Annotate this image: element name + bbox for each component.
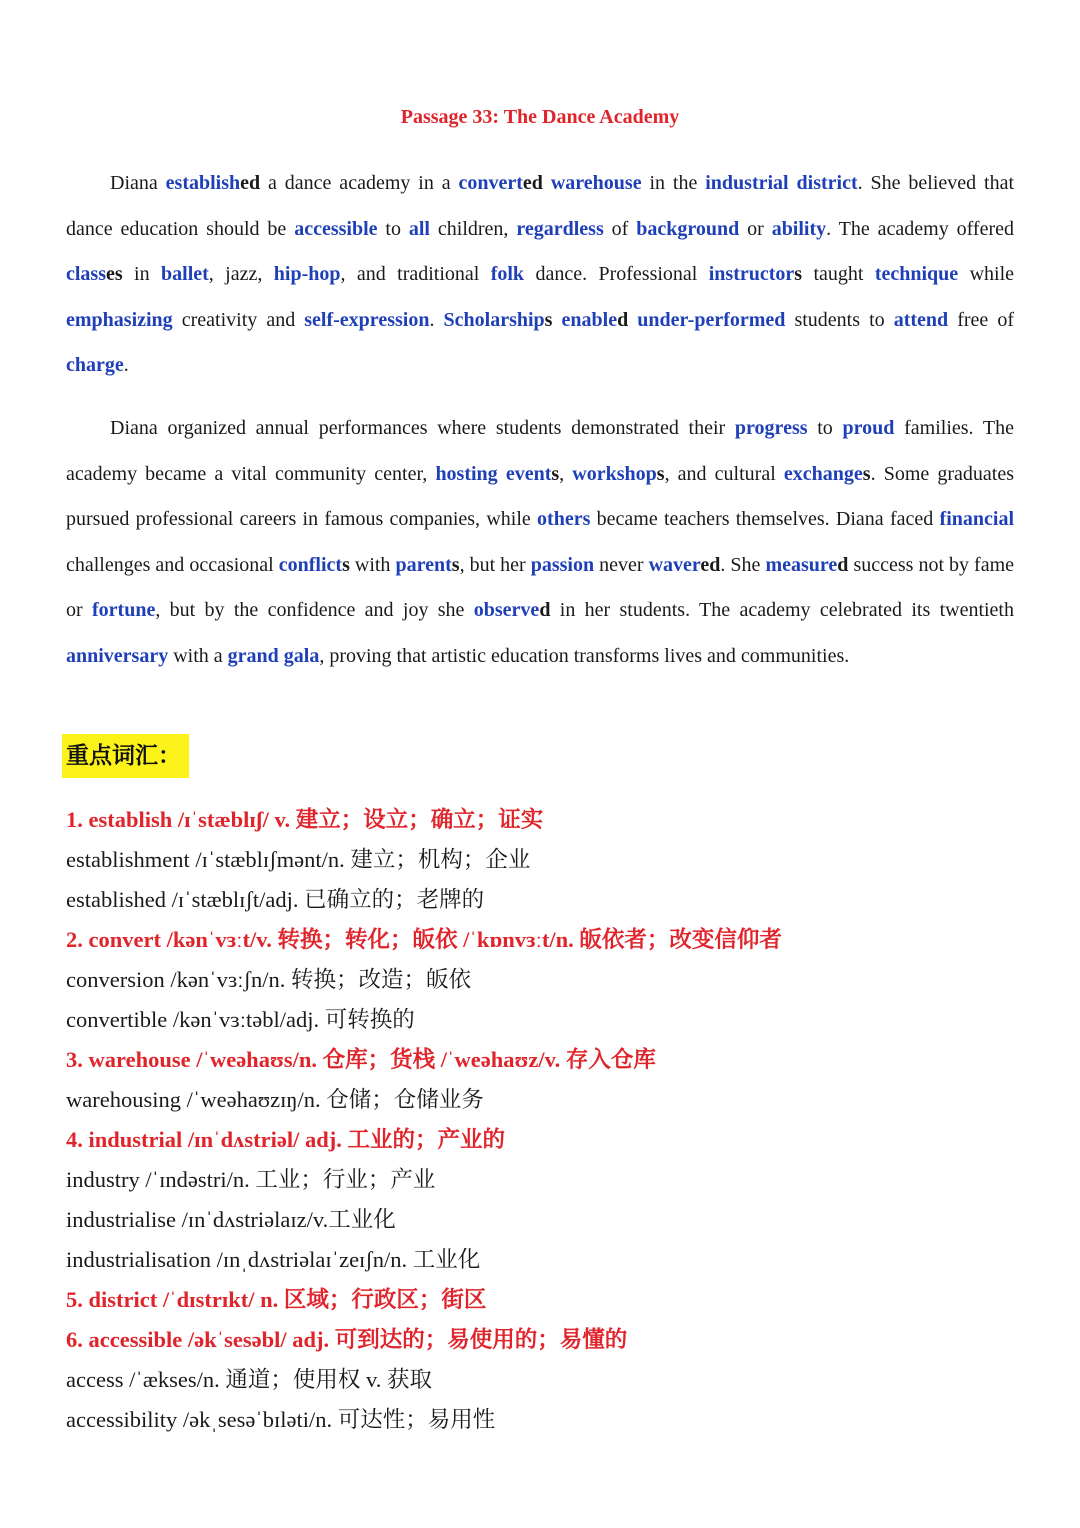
passage-text: , but her: [459, 553, 531, 576]
passage-text: success not by fame or: [66, 553, 1015, 621]
passage-text: . The academy offered: [826, 217, 1015, 240]
passage-text: or: [739, 217, 772, 240]
vocab-entry-derivative: industrialise /ɪnˈdʌstriəlaɪz/v.工业化: [66, 1207, 396, 1232]
passage-text: [789, 172, 797, 194]
passage-text: . Some graduates pursued professional careers in famous companies, while: [66, 462, 1015, 530]
bold-suffix: d: [617, 308, 629, 331]
keyword: folk: [490, 263, 525, 285]
passage-text: ,: [559, 462, 573, 485]
passage-text: . She believed that dance education should be: [66, 172, 1015, 240]
keyword: gala: [283, 644, 320, 667]
keyword: under-performed: [637, 308, 786, 331]
passage-text: free of: [948, 308, 1015, 331]
bold-suffix: ed: [700, 553, 721, 576]
vocab-entry-derivative: established /ɪˈstæblɪʃt/adj. 已确立的；老牌的: [66, 887, 485, 912]
bold-suffix: s: [342, 553, 350, 576]
keyword: technique: [874, 263, 959, 285]
passage-text: in: [122, 263, 162, 285]
keyword: grand: [227, 644, 279, 667]
keyword: industrial: [705, 172, 789, 194]
keyword: warehouse: [550, 172, 642, 194]
keyword: background: [636, 217, 740, 240]
vocab-entry-derivative: conversion /kənˈvɜːʃn/n. 转换；改造；皈依: [66, 967, 472, 992]
keyword: observe: [473, 599, 540, 621]
bold-suffix: s: [551, 462, 560, 485]
vocab-entry-derivative: convertible /kənˈvɜːtəbl/adj. 可转换的: [66, 1007, 415, 1032]
keyword: ability: [771, 217, 827, 240]
passage-text: , jazz,: [208, 263, 274, 285]
passage-text: creativity and: [172, 308, 305, 331]
keyword: conflict: [278, 553, 343, 576]
keyword: waver: [648, 553, 701, 576]
keyword: instructor: [708, 263, 795, 285]
vocab-entry-headword: 3. warehouse /ˈweəhaʊs/n. 仓库；货栈 /ˈweəhaʊz/v. 存入仓库: [66, 1047, 656, 1072]
bold-suffix: es: [106, 263, 123, 285]
vocab-entry-derivative: establishment /ɪˈstæblɪʃmənt/n. 建立；机构；企业: [66, 847, 531, 872]
passage-text: to: [377, 217, 409, 240]
passage-text: Diana organized annual performances where students demonstrated their: [110, 417, 735, 439]
keyword: establish: [165, 172, 241, 194]
bold-suffix: ed: [240, 172, 261, 194]
passage-text: to: [807, 417, 843, 439]
bold-suffix: s: [656, 462, 665, 485]
vocab-entry-derivative: access /ˈækses/n. 通道；使用权 v. 获取: [66, 1367, 432, 1392]
passage-text: dance. Professional: [524, 263, 709, 285]
keyword: Scholarship: [443, 308, 545, 331]
vocab-entry-headword: 1. establish /ɪˈstæblɪʃ/ v. 建立；设立；确立；证实: [66, 807, 544, 832]
passage-text: . She: [720, 553, 766, 576]
keyword: financial: [939, 508, 1014, 530]
vocab-entry-headword: 6. accessible /əkˈsesəbl/ adj. 可到达的；易使用的；易懂的: [66, 1327, 628, 1352]
passage-text: [543, 172, 551, 194]
vocab-entry-derivative: accessibility /əkˌsesəˈbɪləti/n. 可达性；易用性: [66, 1407, 496, 1432]
vocab-entry-derivative: industry /ˈɪndəstri/n. 工业；行业；产业: [66, 1167, 436, 1192]
keyword: event: [505, 462, 552, 485]
passage-title: Passage 33: The Dance Academy: [400, 106, 680, 128]
keyword: anniversary: [66, 644, 169, 667]
passage-text: in the: [641, 172, 706, 194]
passage-text: families. The academy became a vital community center,: [66, 417, 1015, 485]
passage-text: never: [594, 553, 649, 576]
keyword: attend: [893, 308, 949, 331]
keyword: proud: [842, 417, 895, 439]
keyword: enable: [561, 308, 618, 331]
bold-suffix: ed: [522, 172, 543, 194]
bold-suffix: s: [862, 462, 871, 485]
keyword: accessible: [294, 217, 378, 240]
passage-text: Diana: [110, 172, 166, 194]
bold-suffix: d: [837, 553, 849, 576]
bold-suffix: s: [794, 263, 803, 285]
passage-paragraph-1: [66, 161, 1014, 389]
passage-text: with a: [168, 644, 228, 667]
keyword: convert: [458, 172, 523, 194]
keyword: district: [796, 172, 858, 194]
passage-text: in her students. The academy celebrated its twentieth: [550, 599, 1014, 621]
passage-text: a dance academy in a: [260, 172, 459, 194]
passage-text: , proving that artistic education transforms lives and communities.: [319, 644, 850, 667]
keyword: fortune: [92, 599, 156, 621]
keyword: others: [537, 508, 591, 530]
passage-text: students to: [785, 308, 894, 331]
keyword: ballet: [161, 263, 209, 285]
passage-text: [498, 463, 506, 485]
passage-text: of: [603, 217, 637, 240]
vocab-entry-derivative: industrialisation /ɪnˌdʌstriəlaɪˈzeɪʃn/n. 工业化: [66, 1247, 481, 1272]
passage-text: , but by the confidence and joy she: [155, 599, 474, 621]
keyword: parent: [395, 553, 452, 576]
keyword: progress: [734, 417, 808, 439]
passage-text: , and traditional: [340, 263, 491, 285]
keyword: passion: [530, 553, 595, 576]
keyword: hip-hop: [273, 263, 341, 285]
vocab-entry-headword: 4. industrial /ɪnˈdʌstriəl/ adj. 工业的；产业的: [66, 1127, 506, 1152]
passage-text: children,: [430, 217, 517, 240]
keyword: regardless: [516, 217, 604, 240]
passage-text: .: [429, 308, 444, 331]
passage-paragraph-2: [66, 406, 1014, 679]
vocab-heading: 重点词汇：: [62, 734, 189, 778]
keyword: charge: [66, 354, 124, 376]
passage-text: .: [123, 354, 129, 376]
keyword: measure: [765, 553, 838, 576]
bold-suffix: s: [451, 553, 460, 576]
keyword: exchange: [783, 462, 863, 485]
passage-text: [552, 309, 561, 331]
vocab-list: [66, 800, 1046, 1440]
keyword: emphasizing: [66, 308, 173, 331]
vocab-entry-derivative: warehousing /ˈweəhaʊzɪŋ/n. 仓储；仓储业务: [66, 1087, 484, 1112]
passage-text: challenges and occasional: [66, 553, 279, 576]
passage-text: [628, 309, 637, 331]
passage-text: with: [349, 553, 396, 576]
passage-text: while: [958, 263, 1015, 285]
bold-suffix: s: [544, 308, 553, 331]
passage-text: , and cultural: [664, 462, 784, 485]
keyword: all: [408, 217, 430, 240]
passage-text: taught: [802, 263, 875, 285]
keyword: self-expression: [304, 308, 430, 331]
bold-suffix: d: [539, 599, 551, 621]
vocab-entry-headword: 5. district /ˈdɪstrɪkt/ n. 区域；行政区；街区: [66, 1287, 487, 1312]
keyword: workshop: [572, 462, 657, 485]
vocab-entry-headword: 2. convert /kənˈvɜːt/v. 转换；转化；皈依 /ˈkɒnvɜːt/n. 皈依者；改变信仰者: [66, 927, 782, 952]
keyword: class: [66, 263, 106, 285]
passage-text: became teachers themselves. Diana faced: [590, 508, 940, 530]
keyword: hosting: [435, 462, 498, 485]
